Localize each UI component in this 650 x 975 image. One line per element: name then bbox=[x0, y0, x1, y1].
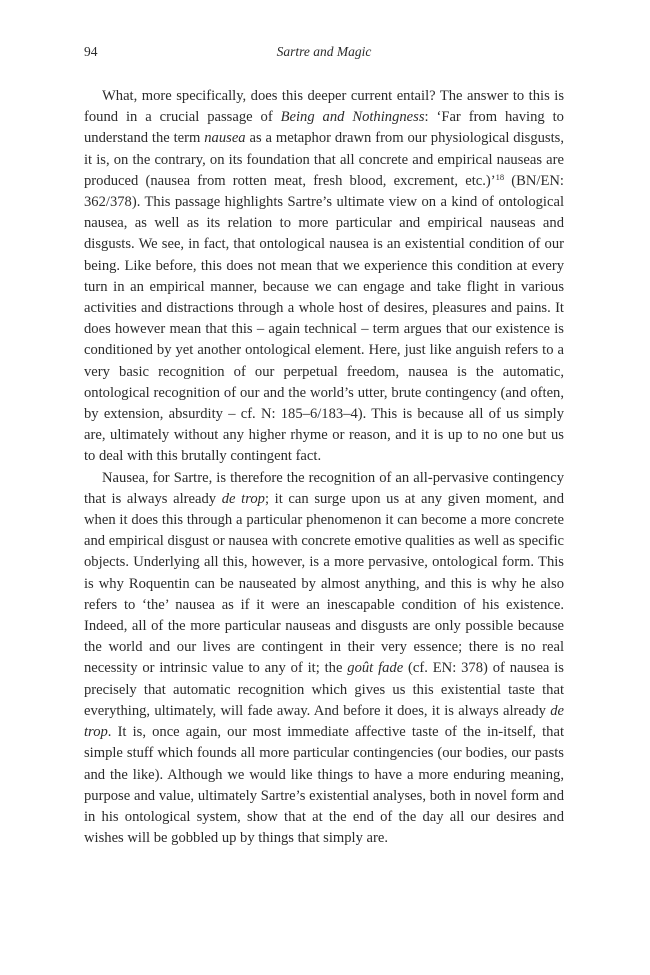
italic-term: goût fade bbox=[347, 660, 404, 677]
paragraph-1 bbox=[84, 86, 564, 468]
page-number: 94 bbox=[84, 44, 98, 59]
text-run: as a metaphor drawn from our physiological disgusts, it is, on the contrary, on its foundation that all concrete and empirical nauseas are produced (nausea from rotten meat, fresh blood, excrement, etc.)’ bbox=[84, 130, 564, 189]
italic-term: de trop bbox=[84, 702, 564, 741]
text-run: ; it can surge upon us at any given moment, and when it does this through a particular phenomenon it can become a more concrete and empirical disgust or nausea with concrete emotive qualities as well as specific objects. Underlying all this, however, is a more pervasive, ontological form. This is why Roquentin can be nauseated by almost anything, and this is why he also refers to ‘the’ nausea as if it were an inescapable condition of his existence. Indeed, all of the more particular nauseas and disgusts are only possible because the world and our lives are contingent in their very essence; there is no real necessity or intrinsic value to any of it; the bbox=[84, 490, 564, 677]
text-run: (cf. EN: 378) of nausea is precisely that automatic recognition which gives us this existential taste that everything, ultimately, will fade away. And before it does, it is always already bbox=[84, 660, 564, 719]
running-title: Sartre and Magic bbox=[276, 44, 372, 59]
italic-term: de trop bbox=[221, 490, 265, 507]
italic-term: nausea bbox=[204, 130, 246, 147]
footnote-marker: 18 bbox=[495, 171, 505, 182]
text-run: : ‘Far from having to understand the term bbox=[84, 109, 564, 147]
text-run: What, more specifically, does this deeper current entail? The answer to this is found in a crucial passage of bbox=[84, 88, 564, 126]
text-run: (BN/EN: 362/378). This passage highlights Sartre’s ultimate view on a kind of ontological nausea, as well as its relation to more particular and empirical nauseas and disgusts. We see, in fact, that ontological nausea is an existential condition of our being. Like before, this does not mean that we experience this condition at every turn in an empirical manner, because we can engage and take flight in various activities and distractions through a whole host of desires, pleasures and pains. It does however mean that this – again technical – term argues that our existence is conditioned by yet another ontological element. Here, just like anguish refers to a very basic recognition of our perpetual freedom, nausea is the automatic, ontological recognition of our and the world’s utter, brute contingency (and often, by extension, absurdity – cf. N: 185–6/183–4). This is because all of us simply are, ultimately without any higher rhyme or reason, and it is up to no one but us to deal with this brutally contingent fact. bbox=[84, 172, 564, 465]
italic-term: Being and Nothingness bbox=[280, 109, 425, 126]
text-run: Nausea, for Sartre, is therefore the recognition of an all-pervasive contingency that is always already bbox=[84, 469, 564, 507]
body-text bbox=[84, 86, 564, 849]
text-run: . It is, once again, our most immediate affective taste of the in-itself, that simple stuff which founds all more particular contingencies (our bodies, our pasts and the like). Although we would like things to have a more enduring meaning, purpose and value, ultimately Sartre’s existential analyses, both in novel form and in his ontological system, show that at the end of the day all our desires and wishes will be gobbled up by things that simply are. bbox=[84, 724, 564, 847]
running-head bbox=[84, 44, 564, 64]
paragraph-2 bbox=[84, 468, 564, 850]
